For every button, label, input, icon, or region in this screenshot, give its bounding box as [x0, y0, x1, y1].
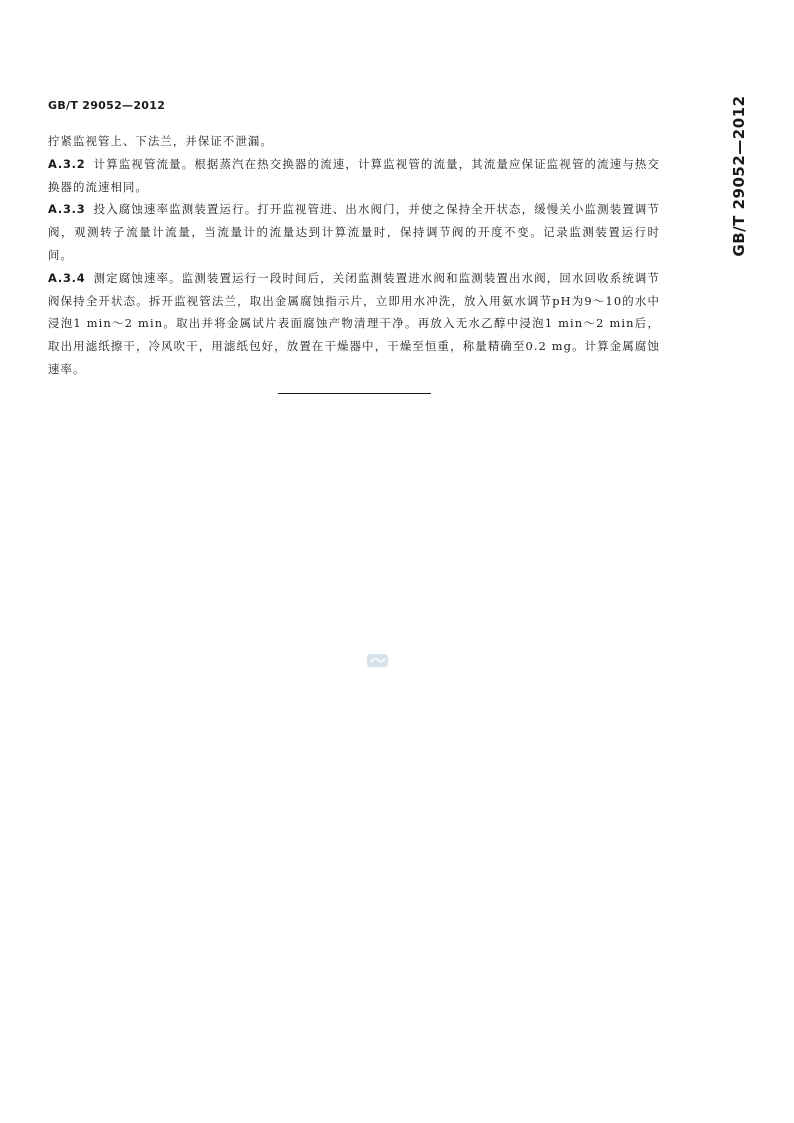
- clause-text: 计算监视管流量。根据蒸汽在热交换器的流速，计算监视管的流量，其流量应保证监视管的流速与热交换器的流速相同。: [48, 156, 660, 194]
- clause-number: A.3.2: [48, 156, 86, 171]
- faint-logo-icon: [366, 652, 389, 669]
- clause-number: A.3.4: [48, 270, 86, 285]
- clause-text: 投入腐蚀速率监测装置运行。打开监视管进、出水阀门，并使之保持全开状态，缓慢关小监测装置调节阀，观测转子流量计流量，当流量计的流量达到计算流量时，保持调节阀的开度不变。记录监测装置运行时间。: [48, 202, 660, 262]
- end-of-text-rule: [278, 393, 431, 394]
- clause-number: A.3.3: [48, 202, 86, 217]
- clause-a-3-2: [48, 153, 660, 199]
- lead-paragraph: 拧紧监视管上、下法兰，并保证不泄漏。: [48, 134, 273, 148]
- side-standard-number: GB/T 29052—2012: [730, 95, 748, 257]
- document-body: [48, 130, 660, 381]
- clause-a-3-4: [48, 267, 660, 381]
- clause-a-3-3: [48, 198, 660, 266]
- page-header-standard-number: GB/T 29052—2012: [48, 99, 166, 112]
- clause-text: 测定腐蚀速率。监测装置运行一段时间后，关闭监测装置进水阀和监测装置出水阀，回水回收系统调节阀保持全开状态。拆开监视管法兰，取出金属腐蚀指示片，立即用水冲洗，放入用氨水调节pH为9～10的水中浸泡1 min～2 min。取出并将金属试片表面腐蚀产物清理干净。再放入无水乙醇中浸泡1 min～2 min后，取出用滤纸擦干，冷风吹干，用滤纸包好，放置在干燥器中，干燥至恒重，称量精确至0.2 mg。计算金属腐蚀速率。: [48, 270, 660, 376]
- side-standard-label: [724, 96, 754, 256]
